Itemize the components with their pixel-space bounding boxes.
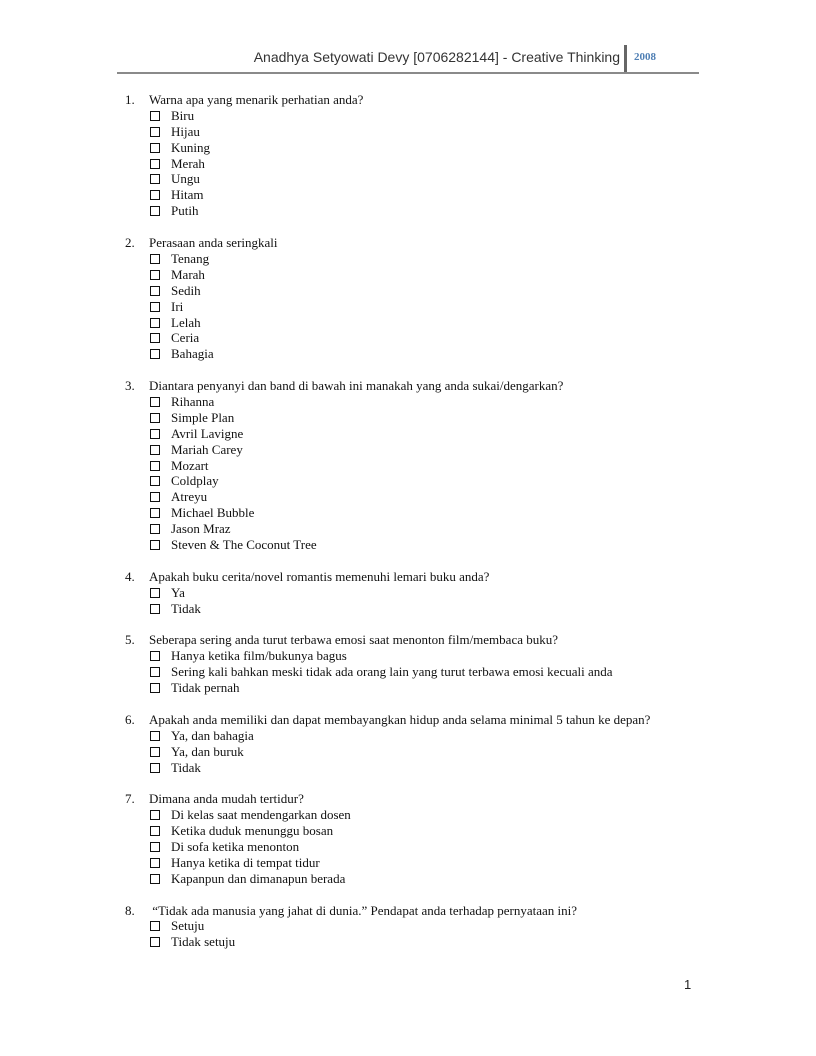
checkbox-icon[interactable] xyxy=(150,174,160,184)
option-label: Setuju xyxy=(171,918,205,934)
option-item[interactable] xyxy=(150,299,745,315)
checkbox-icon[interactable] xyxy=(150,604,160,614)
option-item[interactable] xyxy=(150,410,745,426)
question-1 xyxy=(125,92,745,219)
question-text: Apakah anda memiliki dan dapat membayangkan hidup anda selama minimal 5 tahun ke depan? xyxy=(149,711,651,727)
checkbox-icon[interactable] xyxy=(150,810,160,820)
option-item[interactable] xyxy=(150,108,745,124)
option-label: Lelah xyxy=(171,314,201,330)
question-number: 2. xyxy=(125,235,135,251)
option-item[interactable] xyxy=(150,458,745,474)
option-label: Biru xyxy=(171,107,195,123)
option-item[interactable] xyxy=(150,664,745,680)
question-2 xyxy=(125,235,745,362)
option-item[interactable] xyxy=(150,473,745,489)
option-item[interactable] xyxy=(150,315,745,331)
option-label: Tidak setuju xyxy=(171,934,236,950)
option-item[interactable] xyxy=(150,442,745,458)
question-text: Seberapa sering anda turut terbawa emosi saat menonton film/membaca buku? xyxy=(149,632,558,648)
option-label: Ceria xyxy=(171,330,200,346)
option-label: Ketika duduk menunggu bosan xyxy=(171,823,334,839)
option-list xyxy=(150,728,745,776)
option-item[interactable] xyxy=(150,855,745,871)
question-number: 5. xyxy=(125,632,135,648)
question-text: Dimana anda mudah tertidur? xyxy=(149,791,304,807)
option-item[interactable] xyxy=(150,346,745,362)
option-label: Coldplay xyxy=(171,473,219,489)
question-number: 1. xyxy=(125,92,135,107)
option-item[interactable] xyxy=(150,394,745,410)
question-number: 8. xyxy=(125,902,135,918)
question-number: 3. xyxy=(125,378,135,394)
option-label: Mariah Carey xyxy=(171,441,243,457)
option-label: Jason Mraz xyxy=(171,521,231,537)
option-list xyxy=(150,585,745,617)
option-item[interactable] xyxy=(150,267,745,283)
checkbox-icon[interactable] xyxy=(150,159,160,169)
checkbox-icon[interactable] xyxy=(150,874,160,884)
checkbox-icon[interactable] xyxy=(150,763,160,773)
option-label: Di kelas saat mendengarkan dosen xyxy=(171,807,351,823)
question-5 xyxy=(125,632,745,696)
checkbox-icon[interactable] xyxy=(150,747,160,757)
option-label: Putih xyxy=(171,203,199,219)
option-item[interactable] xyxy=(150,871,745,887)
option-label: Sedih xyxy=(171,282,201,298)
checkbox-icon[interactable] xyxy=(150,524,160,534)
checkbox-icon[interactable] xyxy=(150,333,160,343)
option-label: Sering kali bahkan meski tidak ada orang lain yang turut terbawa emosi kecuali anda xyxy=(171,664,613,680)
option-label: Hanya ketika film/bukunya bagus xyxy=(171,648,347,664)
question-text: Diantara penyanyi dan band di bawah ini manakah yang anda sukai/dengarkan? xyxy=(149,378,564,394)
option-item[interactable] xyxy=(150,124,745,140)
option-item[interactable] xyxy=(150,426,745,442)
option-label: Kapanpun dan dimanapun berada xyxy=(171,870,346,886)
option-item[interactable] xyxy=(150,537,745,553)
option-item[interactable] xyxy=(150,187,745,203)
question-line xyxy=(125,569,745,585)
option-item[interactable] xyxy=(150,744,745,760)
option-label: Rihanna xyxy=(171,393,215,409)
checkbox-icon[interactable] xyxy=(150,492,160,502)
option-label: Mozart xyxy=(171,457,209,473)
checkbox-icon[interactable] xyxy=(150,508,160,518)
question-4 xyxy=(125,569,745,617)
option-label: Atreyu xyxy=(171,489,208,505)
question-text: Warna apa yang menarik perhatian anda? xyxy=(149,92,364,107)
option-item[interactable] xyxy=(150,839,745,855)
option-label: Tidak xyxy=(171,600,201,616)
question-number: 6. xyxy=(125,711,135,727)
checkbox-icon[interactable] xyxy=(150,349,160,359)
checkbox-icon[interactable] xyxy=(150,429,160,439)
option-label: Marah xyxy=(171,266,205,282)
option-item[interactable] xyxy=(150,156,745,172)
option-label: Tidak xyxy=(171,759,201,775)
option-label: Kuning xyxy=(171,139,210,155)
option-label: Hijau xyxy=(171,123,200,139)
checkbox-icon[interactable] xyxy=(150,302,160,312)
option-item[interactable] xyxy=(150,489,745,505)
option-label: Ungu xyxy=(171,171,200,187)
checkbox-icon[interactable] xyxy=(150,143,160,153)
checkbox-icon[interactable] xyxy=(150,254,160,264)
checkbox-icon[interactable] xyxy=(150,445,160,455)
option-label: Steven & The Coconut Tree xyxy=(171,536,317,552)
option-label: Ya xyxy=(171,584,185,600)
option-item[interactable] xyxy=(150,203,745,219)
option-item[interactable] xyxy=(150,505,745,521)
checkbox-icon[interactable] xyxy=(150,270,160,280)
checkbox-icon[interactable] xyxy=(150,127,160,137)
checkbox-icon[interactable] xyxy=(150,476,160,486)
option-list xyxy=(150,807,745,886)
checkbox-icon[interactable] xyxy=(150,461,160,471)
question-text: “Tidak ada manusia yang jahat di dunia.” Pendapat anda terhadap pernyataan ini? xyxy=(149,902,578,918)
checkbox-icon[interactable] xyxy=(150,858,160,868)
checkbox-icon[interactable] xyxy=(150,842,160,852)
question-8 xyxy=(125,903,745,951)
option-label: Merah xyxy=(171,155,205,171)
option-item[interactable] xyxy=(150,171,745,187)
option-item[interactable] xyxy=(150,934,745,950)
option-item[interactable] xyxy=(150,585,745,601)
questionnaire xyxy=(125,92,745,966)
question-line xyxy=(125,791,745,807)
option-label: Michael Bubble xyxy=(171,505,255,521)
question-text: Apakah buku cerita/novel romantis memenuhi lemari buku anda? xyxy=(149,568,490,584)
question-number: 7. xyxy=(125,791,135,807)
option-item[interactable] xyxy=(150,807,745,823)
header-rule xyxy=(117,72,699,74)
checkbox-icon[interactable] xyxy=(150,921,160,931)
option-item[interactable] xyxy=(150,680,745,696)
question-line xyxy=(125,378,745,394)
question-line xyxy=(125,235,745,251)
option-item[interactable] xyxy=(150,601,745,617)
option-label: Tenang xyxy=(171,250,210,266)
option-item[interactable] xyxy=(150,140,745,156)
option-label: Di sofa ketika menonton xyxy=(171,838,300,854)
checkbox-icon[interactable] xyxy=(150,190,160,200)
option-item[interactable] xyxy=(150,283,745,299)
option-list xyxy=(150,251,745,362)
option-label: Bahagia xyxy=(171,346,214,362)
option-label: Simple Plan xyxy=(171,409,235,425)
checkbox-icon[interactable] xyxy=(150,826,160,836)
option-item[interactable] xyxy=(150,728,745,744)
option-list xyxy=(150,108,745,219)
option-label: Ya, dan buruk xyxy=(171,743,244,759)
option-item[interactable] xyxy=(150,918,745,934)
question-number: 4. xyxy=(125,568,135,584)
checkbox-icon[interactable] xyxy=(150,588,160,598)
header-year: 2008 xyxy=(634,51,656,63)
question-line xyxy=(125,92,745,108)
checkbox-icon[interactable] xyxy=(150,731,160,741)
question-line xyxy=(125,632,745,648)
option-item[interactable] xyxy=(150,823,745,839)
checkbox-icon[interactable] xyxy=(150,937,160,947)
question-line xyxy=(125,903,745,919)
option-item[interactable] xyxy=(150,251,745,267)
question-text: Perasaan anda seringkali xyxy=(149,235,278,251)
checkbox-icon[interactable] xyxy=(150,651,160,661)
checkbox-icon[interactable] xyxy=(150,397,160,407)
option-list xyxy=(150,648,745,696)
option-label: Iri xyxy=(171,298,184,314)
checkbox-icon[interactable] xyxy=(150,683,160,693)
question-3 xyxy=(125,378,745,553)
question-line xyxy=(125,712,745,728)
option-item[interactable] xyxy=(150,521,745,537)
option-label: Hanya ketika di tempat tidur xyxy=(171,854,320,870)
header-divider xyxy=(624,45,627,72)
option-label: Hitam xyxy=(171,187,204,203)
question-7 xyxy=(125,791,745,886)
option-label: Tidak pernah xyxy=(171,680,240,696)
option-item[interactable] xyxy=(150,760,745,776)
option-list xyxy=(150,394,745,553)
question-6 xyxy=(125,712,745,776)
option-list xyxy=(150,918,745,950)
option-label: Ya, dan bahagia xyxy=(171,727,254,743)
checkbox-icon[interactable] xyxy=(150,286,160,296)
checkbox-icon[interactable] xyxy=(150,540,160,550)
option-item[interactable] xyxy=(150,330,745,346)
header-title: Anadhya Setyowati Devy [0706282144] - Creative Thinking xyxy=(253,49,620,65)
checkbox-icon[interactable] xyxy=(150,206,160,216)
option-item[interactable] xyxy=(150,648,745,664)
checkbox-icon[interactable] xyxy=(150,413,160,423)
page-number: 1 xyxy=(684,977,692,992)
option-label: Avril Lavigne xyxy=(171,425,244,441)
checkbox-icon[interactable] xyxy=(150,667,160,677)
checkbox-icon[interactable] xyxy=(150,111,160,121)
checkbox-icon[interactable] xyxy=(150,318,160,328)
